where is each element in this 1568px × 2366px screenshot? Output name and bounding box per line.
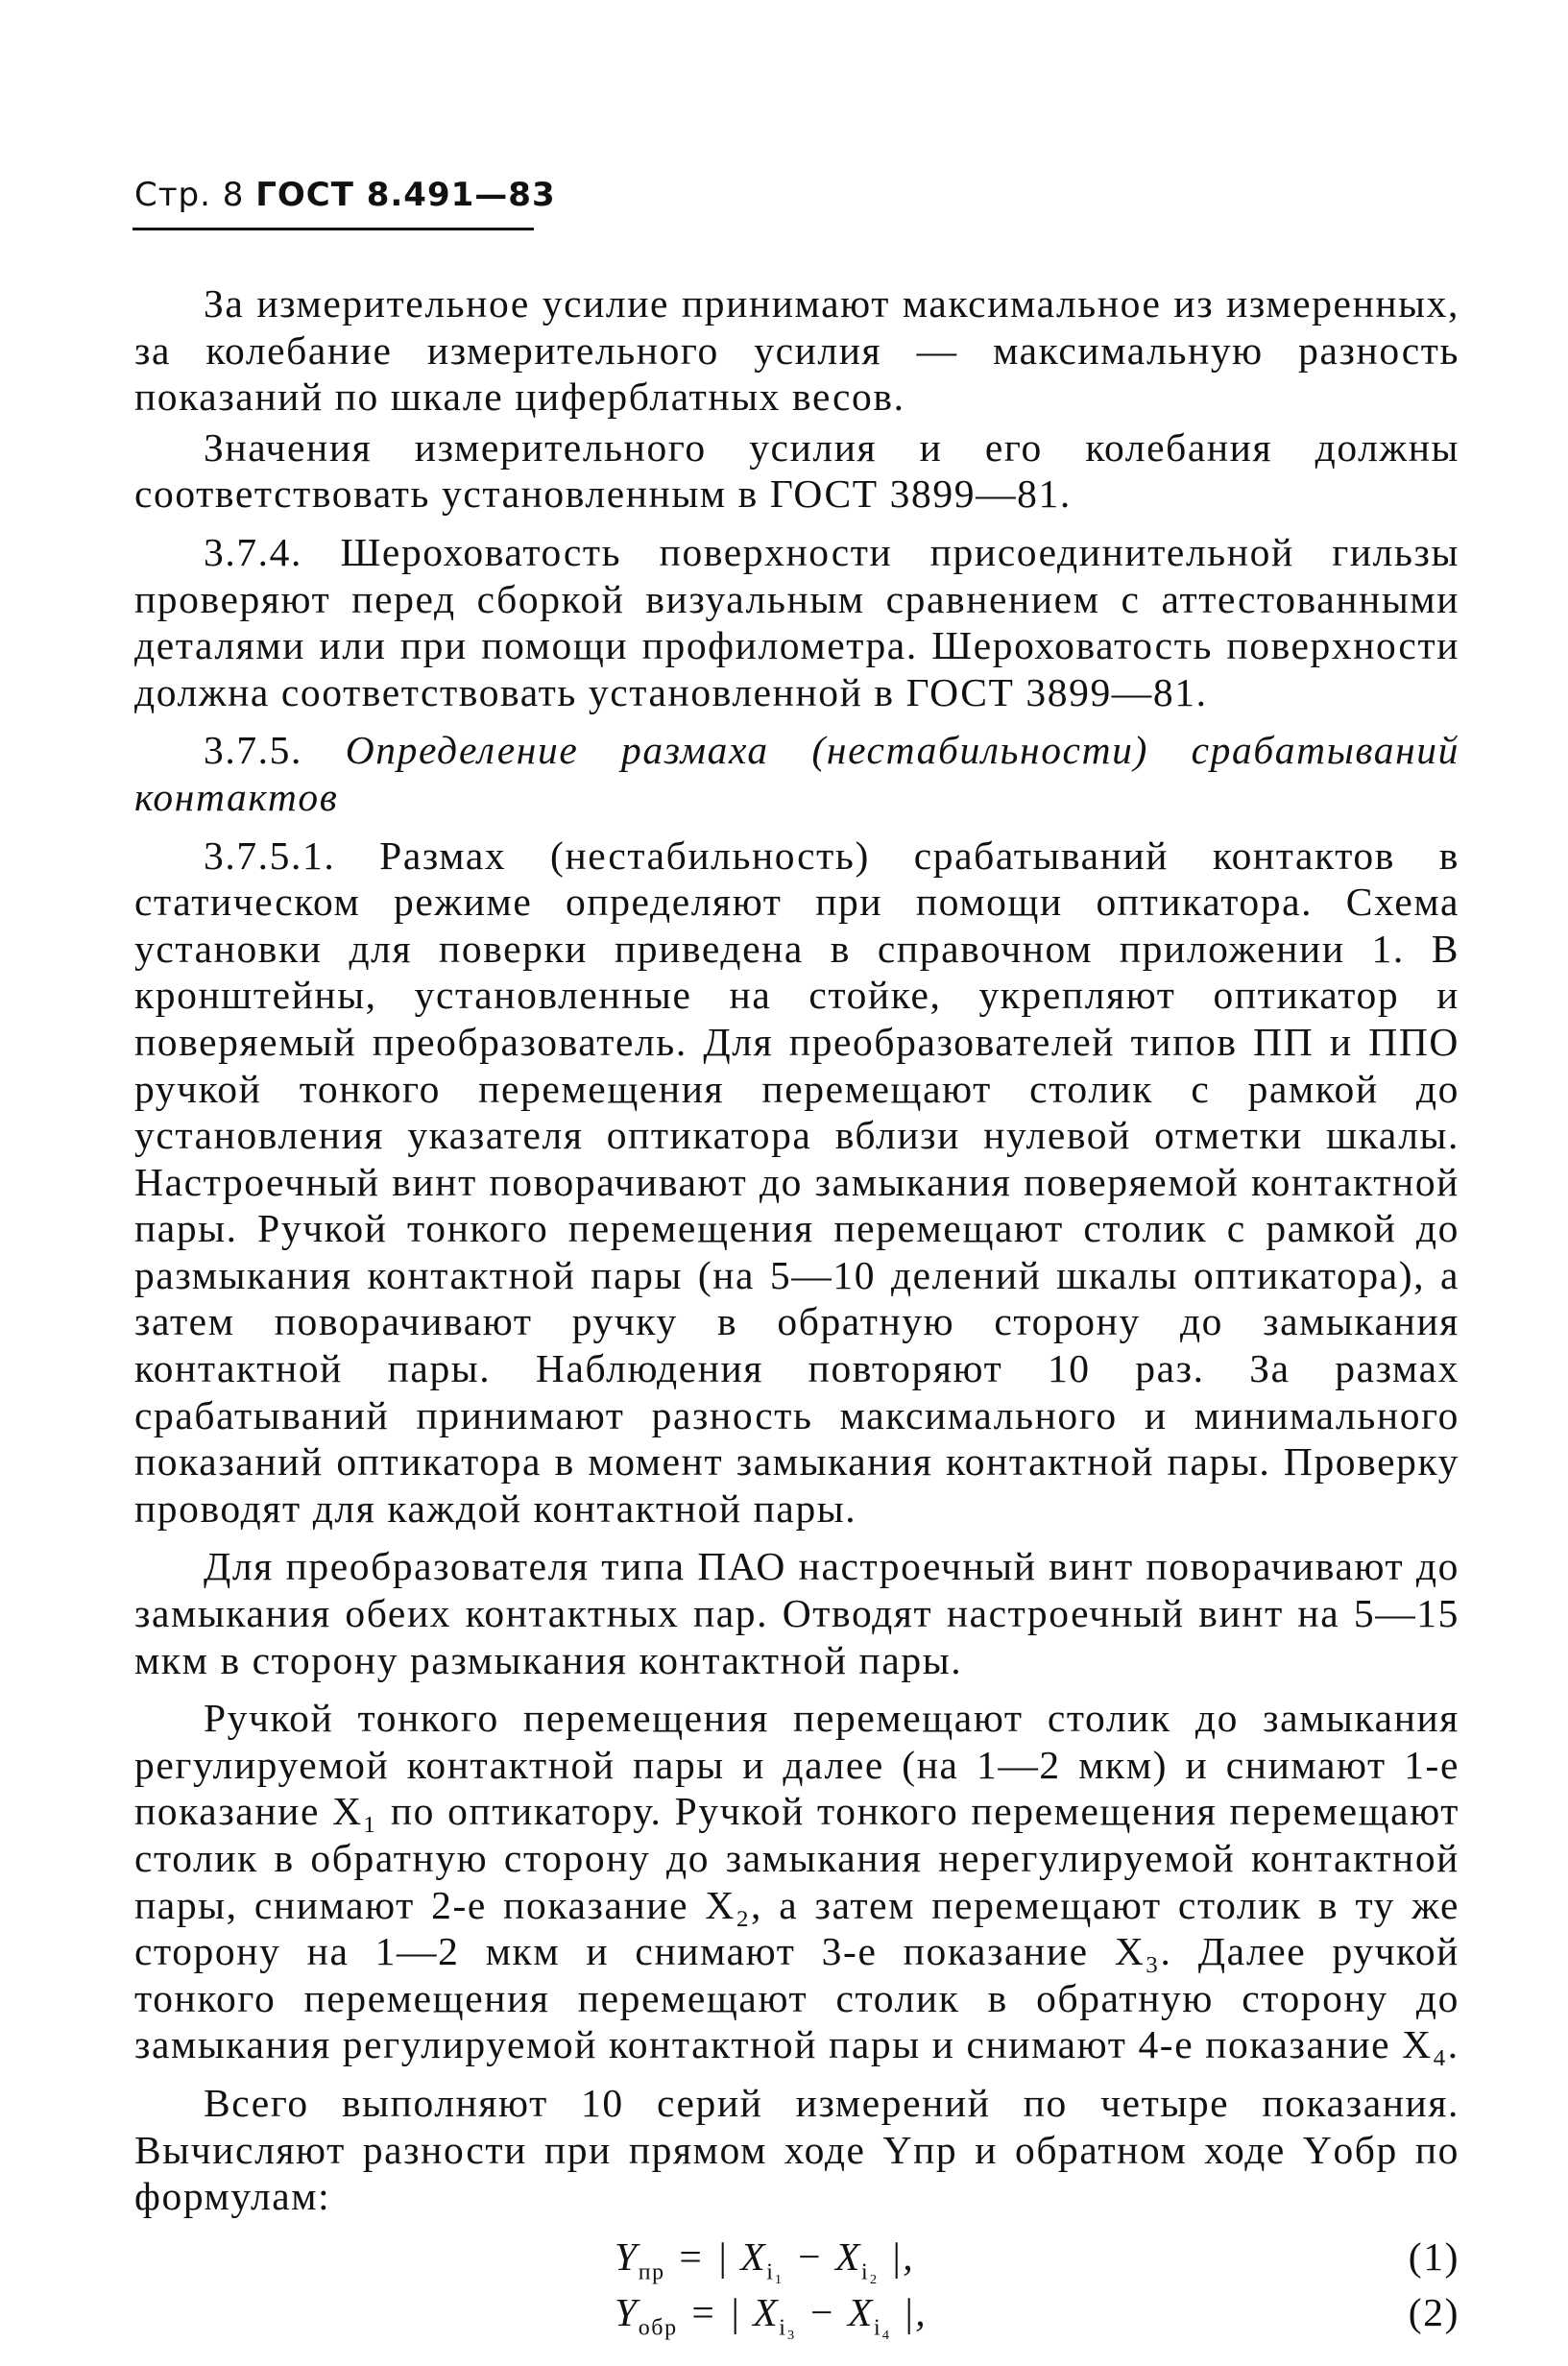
paragraph-measuring-force: За измерительное усилие принимают максимальное из измеренных, за колебание измерительного усилия — максимальную разность показаний по шкале циферблатных весов. [134, 281, 1459, 420]
paragraph-static-mode: 3.7.5.1. Размах (нестабильность) срабатываний контактов в статическом режиме определяют при помощи оптикатора. Схема установки для поверки приведена в справочном приложении 1. В кронштейны, установленные на стойке, укрепляют оптикатор и поверяемый преобразователь. Для преобразователей типов ПП и ППО ручкой тонкого перемещения перемещают столик с рамкой до установления указателя оптикатора вблизи нулевой отметки шкалы. Настроечный винт поворачивают до замыкания поверяемой контактной пары. Ручкой тонкого перемещения перемещают столик с рамкой до размыкания контактной пары (на 5—10 делений шкалы оптикатора), а затем поворачивают ручку в обратную сторону до замыкания контактной пары. Наблюдения повторяют 10 раз. За размах срабатываний принимают разность максимального и минимального показаний оптикатора в момент замыкания контактной пары. Проверку проводят для каждой контактной пары. [134, 833, 1459, 1531]
formula-2-number: (2) [1408, 2289, 1459, 2334]
formula-1-expression: $Y_{пр}$ = | $X_{i_1} - X_{i_2}$ |, [615, 2233, 915, 2285]
running-head [134, 176, 556, 214]
paragraph-roughness: 3.7.4. Шероховатость поверхности присоединительной гильзы проверяют перед сборкой визуальным сравнением с аттестованными деталями или при помощи профилометра. Шероховатость поверхности должна соответствовать установленной в ГОСТ 3899—81. [134, 529, 1459, 714]
paragraph-force-values: Значения измерительного усилия и его колебания должны соответствовать установленным в ГОСТ 3899—81. [134, 424, 1459, 517]
section-number: 3.7.5. [204, 728, 302, 773]
section-title: Определение размаха (нестабильности) срабатываний контактов [134, 728, 1459, 819]
body-text [134, 280, 1459, 2349]
formula-2 [134, 2289, 1459, 2343]
formula-block [134, 2233, 1459, 2349]
paragraph-pao-type: Для преобразователя типа ПАО настроечный винт поворачивают до замыкания обеих контактных пар. Отводят настроечный винт на 5—15 мкм в сторону размыкания контактной пары. [134, 1544, 1459, 1682]
paragraph-series: Всего выполняют 10 серий измерений по четыре показания. Вычисляют разности при прямом ходе Yпр и обратном ходе Yобр по формулам: [134, 2080, 1459, 2219]
paragraph-readings: Ручкой тонкого перемещения перемещают столик до замыкания регулируемой контактной пары и далее (на 1—2 мкм) и снимают 1-е показание X₁ по оптикатору. Ручкой тонкого перемещения перемещают столик в обратную сторону до замыкания нерегулируемой контактной пары, снимают 2-е показание X₂, а затем перемещают столик в ту же сторону на 1—2 мкм и снимают 3-е показание X₃. Далее ручкой тонкого перемещения перемещают столик в обратную сторону до замыкания регулируемой контактной пары и снимают 4-е показание X₄. [134, 1696, 1459, 2067]
formula-2-expression: $Y_{обр}$ = | $X_{i_3} - X_{i_4}$ |, [615, 2289, 928, 2341]
formula-1 [134, 2233, 1459, 2287]
section-heading [134, 727, 1459, 820]
page-label: Стр. 8 [134, 176, 245, 214]
standard-number: ГОСТ 8.491—83 [255, 176, 556, 214]
formula-1-number: (1) [1408, 2233, 1459, 2279]
header-rule [133, 228, 534, 230]
